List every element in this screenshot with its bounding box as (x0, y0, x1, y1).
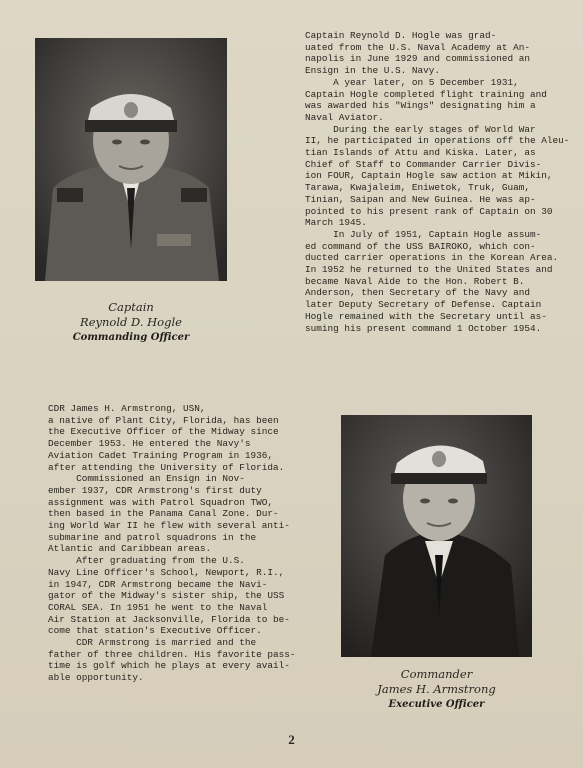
commander-role: Executive Officer (388, 699, 485, 710)
bio-line: was awarded his "Wings" designating him a (305, 100, 536, 112)
bio-line: A year later, on 5 December 1931, (305, 76, 519, 88)
bio-line: submarine and patrol squadrons in the (48, 531, 257, 543)
bio-line: In 1952 he returned to the United States and (305, 264, 553, 276)
bio-line: Captain Hogle completed flight training and (305, 88, 547, 100)
bio-line: gator of the Midway's sister ship, the USS (48, 590, 285, 602)
bio-line: tian Islands of Attu and Kiska. Later, as (305, 147, 536, 159)
bio-line: Commissioned an Ensign in Nov- (48, 473, 245, 485)
captain-portrait-image (35, 38, 227, 281)
bio-line: a native of Plant City, Florida, has been (48, 414, 279, 426)
page-number: 2 (288, 732, 295, 747)
bio-line: Chief of Staff to Commander Carrier Divis- (305, 158, 542, 170)
bio-line: time is golf which he plays at every avail- (48, 660, 290, 672)
bio-line: then based in the Panama Canal Zone. Dur- (48, 508, 279, 520)
bio-line: ing World War II he flew with several anti- (48, 520, 290, 532)
commander-name: James H. Armstrong (377, 682, 496, 696)
bio-line: in 1947, CDR Armstrong became the Navi- (48, 578, 268, 590)
bio-line: ed command of the USS BAIROKO, which con- (305, 240, 536, 252)
bio-line: After graduating from the U.S. (48, 555, 245, 567)
captain-portrait-photo (35, 38, 227, 281)
commander-rank: Commander (400, 667, 473, 681)
bio-line: assignment was with Patrol Squadron TWO, (48, 496, 274, 508)
faint-signature-show-through: ​ (168, 672, 172, 692)
bio-line: CDR James H. Armstrong, USN, (48, 403, 206, 414)
bio-line: suming his present command 1 October 1954. (305, 322, 542, 334)
bio-line: Ensign in the U.S. Navy. (305, 65, 441, 77)
captain-rank: Captain (108, 300, 154, 314)
bio-line: Air Station at Jacksonville, Florida to be- (48, 613, 290, 625)
captain-biography (305, 30, 569, 334)
bio-line: In July of 1951, Captain Hogle assum- (305, 228, 542, 240)
bio-line: Tarawa, Kwajaleim, Eniwetok, Truk, Guam, (305, 182, 531, 194)
bio-line: after attending the University of Florida. (48, 461, 285, 473)
bio-line: Anderson, then Secretary of the Navy and (305, 287, 531, 299)
bio-line: ion FOUR, Captain Hogle saw action at Mikin, (305, 170, 553, 182)
bio-line: CDR Armstrong is married and the (48, 637, 257, 649)
bio-line: Aviation Cadet Training Program in 1936, (48, 449, 274, 461)
bio-line: March 1945. (305, 217, 367, 229)
captain-role: Commanding Officer (72, 332, 190, 343)
commander-portrait-image (341, 415, 532, 657)
bio-line: Navy Line Officer's School, Newport, R.I., (48, 566, 285, 578)
bio-line: CORAL SEA. In 1951 he went to the Naval (48, 601, 268, 613)
bio-line: During the early stages of World War (305, 123, 536, 135)
bio-line: Tinian, Saipan and New Guinea. He was ap- (305, 193, 536, 205)
bio-line: December 1953. He entered the Navy's (48, 438, 251, 450)
captain-name: Reynold D. Hogle (80, 315, 182, 329)
commander-biography (48, 403, 296, 684)
bio-line: Captain Reynold D. Hogle was grad- (305, 30, 497, 41)
bio-line: Naval Aviator. (305, 111, 384, 123)
bio-line: Atlantic and Caribbean areas. (48, 543, 212, 555)
bio-line: able opportunity. (48, 672, 144, 684)
bio-line: Hogle remained with the Secretary until as- (305, 310, 547, 322)
bio-line: the Executive Officer of the Midway since (48, 426, 279, 438)
bio-line: napolis in June 1929 and commissioned an (305, 53, 531, 65)
bio-line: uated from the U.S. Naval Academy at An- (305, 41, 531, 53)
bio-line: later Deputy Secretary of Defense. Captain (305, 299, 542, 311)
bio-line: ember 1937, CDR Armstrong's first duty (48, 484, 262, 496)
commander-caption (331, 667, 542, 712)
captain-caption (35, 300, 227, 345)
bio-line: come that station's Executive Officer. (48, 625, 262, 637)
commander-portrait-photo (341, 415, 532, 657)
bio-line: II, he participated in operations off the Aleu- (305, 135, 570, 147)
bio-line: father of three children. His favorite pass- (48, 648, 296, 660)
bio-line: became Naval Aide to the Hon. Robert B. (305, 275, 525, 287)
bio-line: ducted carrier operations in the Korean Area. (305, 252, 559, 264)
bio-line: pointed to his present rank of Captain on 30 (305, 205, 553, 217)
